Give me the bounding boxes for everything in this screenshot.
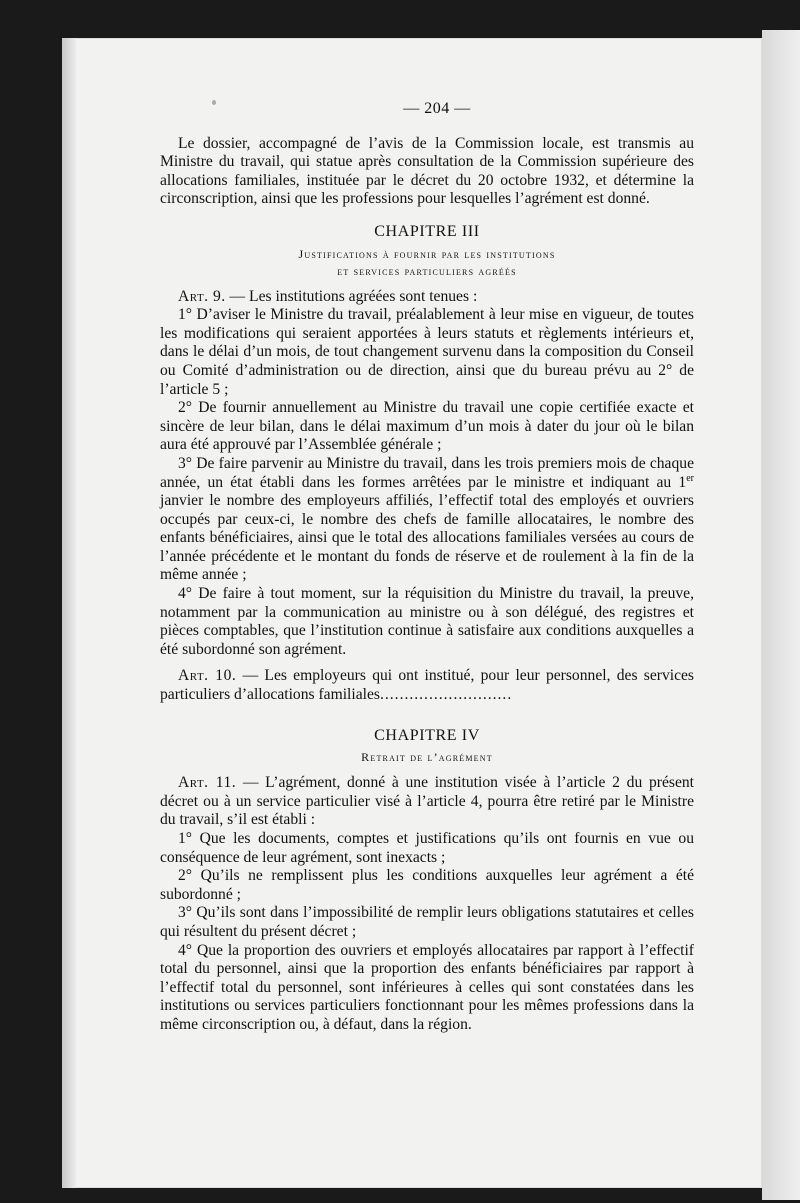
article-11-text: — L’agrément, donné à une institution visée à l’article 2 du présent décret ou à un service particulier visé à l’article 4, pourra être retiré par le Ministre du travail, s’il est établi : [160,774,694,829]
article-10-label: Art. 10. [178,667,237,685]
chapter-3-subtitle-line-1: Justifications à fournir par les institutions [298,246,556,261]
article-9-item-3-part-1: 3° De faire parvenir au Ministre du travail, dans les trois premiers mois de chaque année, un état établi dans les formes arrêtées par le ministre et indiquant au 1 [160,454,694,491]
page-binding-shadow [62,38,76,1188]
article-11 [160,774,694,830]
article-9-item-3-part-2: janvier le nombre des employeurs affiliés, l’effectif total des employés et ouvriers occupés par ceux-ci, le nombre des chefs de famille allocataires, le nombre des enfants bénéficiaires, ainsi que le total des allocations familiales versées au cours de l’année précédente et le montant du fonds de réserve et de roulement à la fin de la même année ; [160,492,694,584]
adjacent-page-edge [762,30,800,1200]
intro-paragraph: Le dossier, accompagné de l’avis de la Commission locale, est transmis au Ministre du travail, qui statue après consultation de la Commission supérieure des allocations familiales, instituée par le décret du 20 octobre 1932, et détermine la circonscription, ainsi que les professions pour lesquelles l’agrément est donné. [160,134,694,208]
page-number: — 204 — [403,100,471,117]
article-9 [160,288,694,307]
article-10 [160,667,694,704]
chapter-4-subtitle: Retrait de l’agrément [361,750,493,765]
article-9-item-3 [160,455,694,585]
article-9-item-2: 2° De fournir annuellement au Ministre du travail une copie certifiée exacte et sincère de leur bilan, dans le délai maximum d’un mois à dater du jour où le bilan aura été approuvé par l’Assemblée générale ; [160,399,694,454]
article-10-text: — Les employeurs qui ont institué, pour leur personnel, des services particuliers d’allocations familiales [160,667,694,704]
article-11-item-3: 3° Qu’ils sont dans l’impossibilité de remplir leurs obligations statutaires et celles qui résultent du présent décret ; [160,904,694,940]
article-11-item-2: 2° Qu’ils ne remplissent plus les conditions auxquelles leur agrément a été subordonné ; [160,867,694,903]
article-11-item-1: 1° Que les documents, comptes et justifications qu’ils ont fournis en vue ou conséquence de leur agrément, sont inexacts ; [160,830,694,866]
article-11-label: Art. 11. [178,774,237,792]
page-content [160,100,694,1035]
article-9-text: — Les institutions agréées sont tenues : [225,287,478,305]
chapter-4-title: CHAPITRE IV [374,726,480,744]
chapter-3-subtitle-line-2: et services particuliers agréés [337,263,517,278]
article-9-label: Art. 9. [178,287,226,305]
ordinal-superscript: er [686,472,694,484]
article-9-item-1: 1° D’aviser le Ministre du travail, préalablement à leur mise en vigueur, de toutes les modifications qui seraient apportées à leurs statuts et règlements intérieurs et, dans le délai d’un mois, de tout changement survenu dans la composition du Conseil ou Comité d’administration ou de direction, ainsi que du bureau prévu au 2° de l’article 5 ; [160,306,694,398]
article-11-item-4: 4° Que la proportion des ouvriers et employés allocataires par rapport à l’effectif total du personnel, ainsi que la proportion des enfants bénéficiaires par rapport à l’effectif total du personnel, sont inférieures à celles qui sont constatées dans les institutions ou services particuliers fonctionnant pour les mêmes professions dans la même circonscription ou, à défaut, dans la région. [160,941,694,1033]
chapter-3-title: CHAPITRE III [374,222,480,240]
article-10-dots: ........................... [379,686,513,704]
article-9-item-4: 4° De faire à tout moment, sur la réquisition du Ministre du travail, la preuve, notamment par la communication au ministre ou à son délégué, des registres et pièces comptables, que l’institution continue à satisfaire aux conditions auxquelles a été subordonné son agrément. [160,585,694,658]
